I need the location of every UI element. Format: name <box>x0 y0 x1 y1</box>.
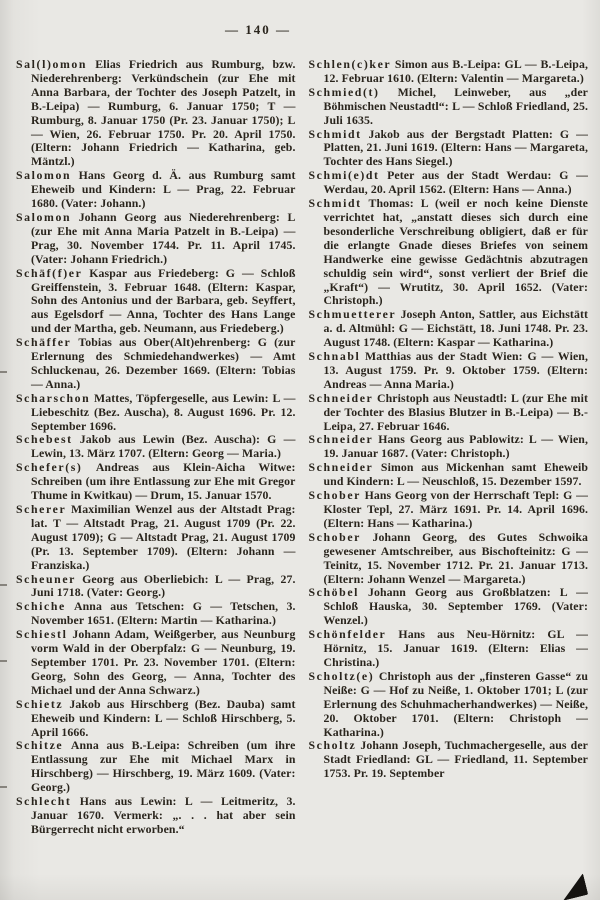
entry-surname: Salomon <box>16 168 72 183</box>
entry-surname: Schmuetterer <box>308 307 397 322</box>
column-right <box>309 58 589 837</box>
entry-surname: Scharschon <box>16 390 91 405</box>
register-entry <box>16 698 296 740</box>
register-entry <box>309 392 589 434</box>
entry-surname: Schmidt <box>308 196 362 211</box>
entry-text: Joseph Anton, Sattler, aus Eichstätt a. d. Altmühl: G — Eichstätt, 18. Juni 1748. Pr. 23. August 1748. (Eltern: Kaspar — Katharina.) <box>323 307 588 350</box>
entry-text: Thomas: L (weil er noch keine Dienste verrichtet hat, „anstatt dieses sich durch eine besonderliche Verschreibung obligiert, daß er für die erlangte Gnade dieses Briefes von seinem Handwerke eine gewisse Gedächtnis abzutragen schuldig sein wird“, sonst verliert der Brief die „Kraft“) — Wrutitz, 30. April 1652. (Vater: Christoph.) <box>323 196 588 308</box>
edge-scan-mark <box>0 584 7 586</box>
edge-scan-mark <box>0 786 7 788</box>
entry-surname: Schlen(c)ker <box>308 57 392 71</box>
register-entry <box>16 211 296 267</box>
entry-surname: Schiche <box>16 599 66 614</box>
register-entry <box>16 169 296 211</box>
entry-text: Peter aus der Stadt Werdau: G — Werdau, 20. April 1562. (Eltern: Hans — Anna.) <box>323 168 589 197</box>
entry-surname: Scheuner <box>16 571 76 586</box>
entry-surname: Schiestl <box>16 627 68 642</box>
entry-surname: Schober <box>308 488 361 503</box>
entry-text: Mattes, Töpfergeselle, aus Lewin: L — Liebeschitz (Bez. Auscha), 8. August 1696. Pr. 12. September 1696. <box>31 390 296 433</box>
entry-surname: Sal(l)omon <box>16 57 88 71</box>
register-entry <box>309 128 589 170</box>
edge-scan-mark <box>0 371 7 373</box>
register-entry <box>309 586 589 628</box>
register-entry <box>16 795 296 837</box>
entry-text: Johann Georg aus Großblatzen: L — Schloß Hauska, 30. September 1769. (Vater: Wenzel.) <box>323 585 589 628</box>
entry-surname: Schneider <box>308 432 374 447</box>
entry-surname: Schebest <box>16 432 73 447</box>
entry-text: Johann Georg aus Niederehrenberg: L (zur Ehe mit Anna Maria Patzelt in B.-Leipa) — Prag, 30. November 1744. Pr. 11. April 1745. (Vater: Johann Friedrich.) <box>31 209 296 266</box>
entry-surname: Schöbel <box>308 585 360 600</box>
register-entry <box>16 600 296 628</box>
entry-surname: Schitze <box>16 738 64 753</box>
entry-text: Simon aus Mickenhan samt Eheweib und Kindern: L — Neuschloß, 15. Dezember 1597. <box>323 460 588 489</box>
register-entry <box>309 197 589 308</box>
entry-text: Andreas aus Klein-Aicha Witwe: Schreiben (um ihre Entlassung zur Ehe mit Gregor Thume in Kwitkau) — Drum, 15. Januar 1570. <box>31 460 296 503</box>
register-entry <box>16 503 296 573</box>
entry-surname: Scholtz <box>308 738 357 753</box>
entry-surname: Schmied(t) <box>308 84 380 99</box>
entry-text: Christoph aus Neustadtl: L (zur Ehe mit der Tochter des Blasius Blutzer in B.-Leipa) — B.-Leipa, 27. Februar 1646. <box>323 390 588 433</box>
entry-surname: Salomon <box>16 209 72 224</box>
entry-text: Christoph aus der „finsteren Gasse“ zu Neiße: G — Hof zu Neiße, 1. Oktober 1701; L (zur Erlernung des Schuhmacherhandwerkes) — Neiße, 20. Oktober 1701. (Eltern: Christoph — Katharina.) <box>323 668 588 739</box>
register-entry <box>16 58 296 169</box>
register-entry <box>16 628 296 698</box>
register-entry <box>309 461 589 489</box>
entry-text: Hans Georg von der Herrschaft Tepl: G — Kloster Tepl, 27. März 1691. Pr. 14. April 1696. (Eltern: Hans — Katharina.) <box>323 488 589 530</box>
entry-surname: Scholtz(e) <box>308 668 375 683</box>
entry-surname: Scherer <box>16 502 67 516</box>
entry-text: Johann Georg, des Gutes Schwoika gewesener Amtschreiber, aus Bischofteinitz: G — Teinitz, 15. November 1712. Pr. 21. Januar 1713. (Eltern: Johann Wenzel — Margareta.) <box>323 529 588 586</box>
entry-text: Hans aus Neu-Hörnitz: GL — Hörnitz, 15. Januar 1619. (Eltern: Elias — Christina.) <box>323 627 588 669</box>
register-entry <box>16 392 296 434</box>
entry-surname: Schäf(f)er <box>16 265 83 280</box>
entry-text: Hans aus Lewin: L — Leitmeritz, 3. Januar 1670. Vermerk: „. . . hat aber sein Bürgerrecht nicht erworben.“ <box>31 794 296 836</box>
entry-text: Georg aus Oberliebich: L — Prag, 27. Juni 1718. (Vater: Georg.) <box>31 571 296 600</box>
entry-surname: Schneider <box>308 390 374 405</box>
entry-surname: Schober <box>308 529 361 544</box>
register-entry <box>16 573 296 601</box>
register-entry <box>309 739 589 781</box>
register-entry <box>16 433 296 461</box>
register-entry <box>309 169 589 197</box>
entry-text: Anna aus B.-Leipa: Schreiben (um ihre Entlassung zur Ehe mit Michael Marx in Hirschberg) — Hirschberg, 19. März 1609. (Vater: Georg.) <box>31 738 296 795</box>
register-entry <box>16 461 296 503</box>
entry-surname: Schmidt <box>308 126 362 141</box>
entry-surname: Schneider <box>308 460 374 475</box>
entry-surname: Schefer(s) <box>16 460 83 475</box>
entry-text: Tobias aus Ober(Alt)ehrenberg: G (zur Erlernung des Schmiedehandwerkes) — Amt Schluckenau, 26. Dezember 1669. (Eltern: Tobias — Anna.) <box>31 335 296 391</box>
entry-text: Jakob aus der Bergstadt Platten: G — Platten, 21. Juni 1619. (Eltern: Hans — Margareta, Tochter des Hans Siegel.) <box>323 126 588 169</box>
register-entry <box>309 350 589 392</box>
entry-text: Michel, Leinweber, aus „der Böhmischen Neustadtl“: L — Schloß Friedland, 25. Juli 1635. <box>323 84 588 127</box>
register-entry <box>16 336 296 392</box>
register-entry <box>309 670 589 740</box>
entry-surname: Schmi(e)dt <box>308 168 380 183</box>
entry-text: Simon aus B.-Leipa: GL — B.-Leipa, 12. Februar 1610. (Eltern: Valentin — Margareta.) <box>323 57 588 85</box>
entry-text: Jakob aus Hirschberg (Bez. Dauba) samt Eheweib und Kindern: L — Schloß Hirschberg, 5. April 1666. <box>31 696 296 739</box>
column-left <box>16 58 296 837</box>
register-entry <box>309 86 589 128</box>
entry-surname: Schietz <box>16 696 64 711</box>
entry-text: Hans Georg d. Ä. aus Rumburg samt Eheweib und Kindern: L — Prag, 22. Februar 1680. (Vater: Johann.) <box>31 168 296 211</box>
register-entry <box>309 531 589 587</box>
register-entry <box>16 267 296 337</box>
ink-blot-mark <box>558 873 589 900</box>
entry-text: Maximilian Wenzel aus der Altstadt Prag: lat. T — Altstadt Prag, 21. August 1709 (Pr. 22. August 1709); G — Altstadt Prag, 21. August 1709 (Pr. 13. September 1709). (Eltern: Johann — Franziska.) <box>31 502 296 572</box>
entry-text: Jakob aus Lewin (Bez. Auscha): G — Lewin, 13. März 1707. (Eltern: Georg — Maria.) <box>31 432 296 461</box>
edge-scan-mark <box>0 660 7 662</box>
entry-text: Elias Friedrich aus Rumburg, bzw. Niederehrenberg: Verkündschein (zur Ehe mit Anna Barbara, der Tochter des Joseph Patzelt, in B.-Leipa) — Rumburg, 6. Januar 1750; T — Rumburg, 8. Januar 1750 (Pr. 23. Januar 1750); L — Wien, 26. Februar 1750. Pr. 20. April 1750. (Eltern: Johann Friedrich — Katharina, geb. Mäntzl.) <box>31 57 296 169</box>
register-entry <box>309 433 589 461</box>
register-entry <box>309 628 589 670</box>
text-columns <box>16 58 588 837</box>
page-number: — 140 — <box>225 22 291 37</box>
register-entry <box>309 489 589 531</box>
entry-text: Hans Georg aus Pablowitz: L — Wien, 19. Januar 1687. (Vater: Christoph.) <box>323 432 589 461</box>
entry-text: Johann Joseph, Tuchmachergeselle, aus der Stadt Friedland: GL — Friedland, 11. September 1753. Pr. 19. September <box>323 738 588 781</box>
register-entry <box>16 739 296 795</box>
entry-surname: Schnabl <box>308 349 361 364</box>
entry-surname: Schönfelder <box>308 627 387 642</box>
entry-text: Johann Adam, Weißgerber, aus Neunburg vorm Wald in der Oberpfalz: G — Neunburg, 19. September 1701. Pr. 23. November 1701. (Eltern: Georg, Sohn des Georg, — Anna, Tochter des Michael und der Anna Schwarz.) <box>31 627 296 697</box>
entry-text: Kaspar aus Friedeberg: G — Schloß Greiffenstein, 3. Februar 1648. (Eltern: Kaspar, Sohn des Antonius und der Barbara, geb. Seyffert, aus Egelsdorf — Anna, Tochter des Hans Lange und der Martha, geb. Neumann, aus Friedeberg.) <box>31 265 296 336</box>
entry-surname: Schäffer <box>16 335 72 350</box>
entry-text: Anna aus Tetschen: G — Tetschen, 3. November 1651. (Eltern: Martin — Katharina.) <box>31 599 296 628</box>
register-entry <box>309 58 589 86</box>
register-entry <box>309 308 589 350</box>
entry-text: Matthias aus der Stadt Wien: G — Wien, 13. August 1759. Pr. 9. Oktober 1759. (Eltern: Andreas — Anna Maria.) <box>323 349 588 391</box>
entry-surname: Schlecht <box>16 794 72 809</box>
